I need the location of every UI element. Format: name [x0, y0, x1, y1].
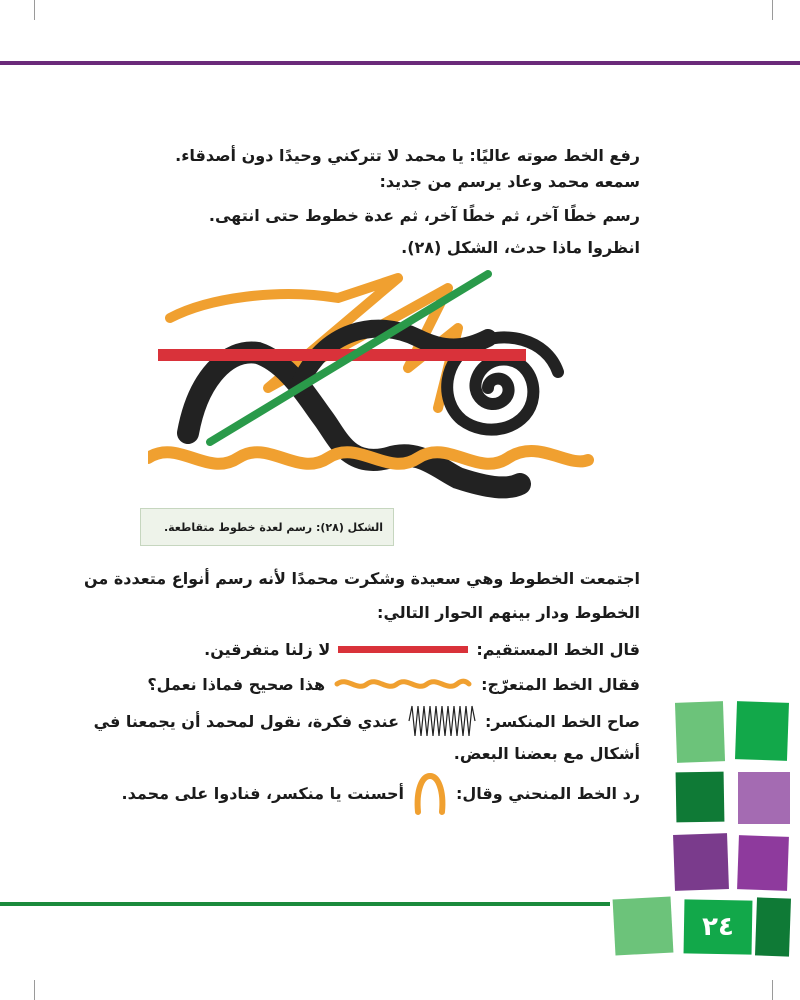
dialogue-straight: [204, 640, 640, 659]
decorative-tile: [613, 897, 674, 956]
story-line-1: رفع الخط صوته عاليًا: يا محمد لا تتركني وحيدًا دون أصدقاء.: [175, 146, 640, 165]
speech-curve: أحسنت يا منكسر، فنادوا على محمد.: [121, 783, 404, 803]
crop-mark: [34, 0, 35, 20]
speaker-broken: صاح الخط المنكسر:: [485, 711, 640, 731]
decorative-tile: [738, 772, 790, 824]
story-line-2: سمعه محمد وعاد يرسم من جديد:: [379, 172, 640, 191]
wavy-line-icon: [333, 674, 473, 694]
dialogue-curve: [122, 770, 640, 816]
curved-line-icon: [412, 770, 448, 816]
crop-mark: [34, 980, 35, 1000]
speech-broken: عندي فكرة، نقول لمحمد أن يجمعنا في: [93, 711, 400, 731]
speaker-straight: قال الخط المستقيم:: [476, 640, 640, 659]
story-line-3: رسم خطًا آخر، ثم خطًا آخر، ثم عدة خطوط حتى انتهى.: [208, 206, 640, 225]
dialogue-wavy: [147, 674, 640, 694]
zigzag-line-icon: [407, 704, 477, 738]
figure-intersecting-lines: [148, 268, 598, 518]
speaker-wavy: فقال الخط المتعرّج:: [481, 674, 640, 694]
story-paragraph: اجتمعت الخطوط وهي سعيدة وشكرت محمدًا لأنه رسم أنواع متعددة من الخطوط ودار بينهم الحوار التالي:: [83, 569, 640, 622]
straight-line-icon: [338, 646, 468, 653]
decorative-tile: [735, 701, 789, 761]
speech-straight: لا زلنا متفرقين.: [204, 640, 331, 659]
decorative-tile: [673, 833, 729, 891]
story-line-4: انظروا ماذا حدث، الشكل (٢٨).: [401, 238, 640, 257]
dialogue-broken: [94, 704, 640, 738]
figure-caption-text: الشكل (٢٨): رسم لعدة خطوط متقاطعة.: [163, 520, 383, 534]
orange-wavy-line: [148, 451, 588, 464]
footer-rule: [0, 902, 610, 906]
decorative-tile: [737, 835, 789, 891]
header-rule: [0, 61, 800, 65]
decorative-tile: [675, 701, 725, 763]
decorative-tile: [755, 897, 791, 956]
decorative-tile: [676, 772, 725, 823]
speech-wavy: هذا صحيح فماذا نعمل؟: [147, 674, 326, 694]
speech-broken-cont: أشكال مع بعضنا البعض.: [453, 744, 640, 763]
page-number: ٢٤: [702, 912, 734, 942]
speaker-curve: رد الخط المنحني وقال:: [456, 783, 640, 803]
crop-mark: [772, 0, 773, 20]
crop-mark: [772, 980, 773, 1000]
figure-caption: [140, 508, 394, 546]
